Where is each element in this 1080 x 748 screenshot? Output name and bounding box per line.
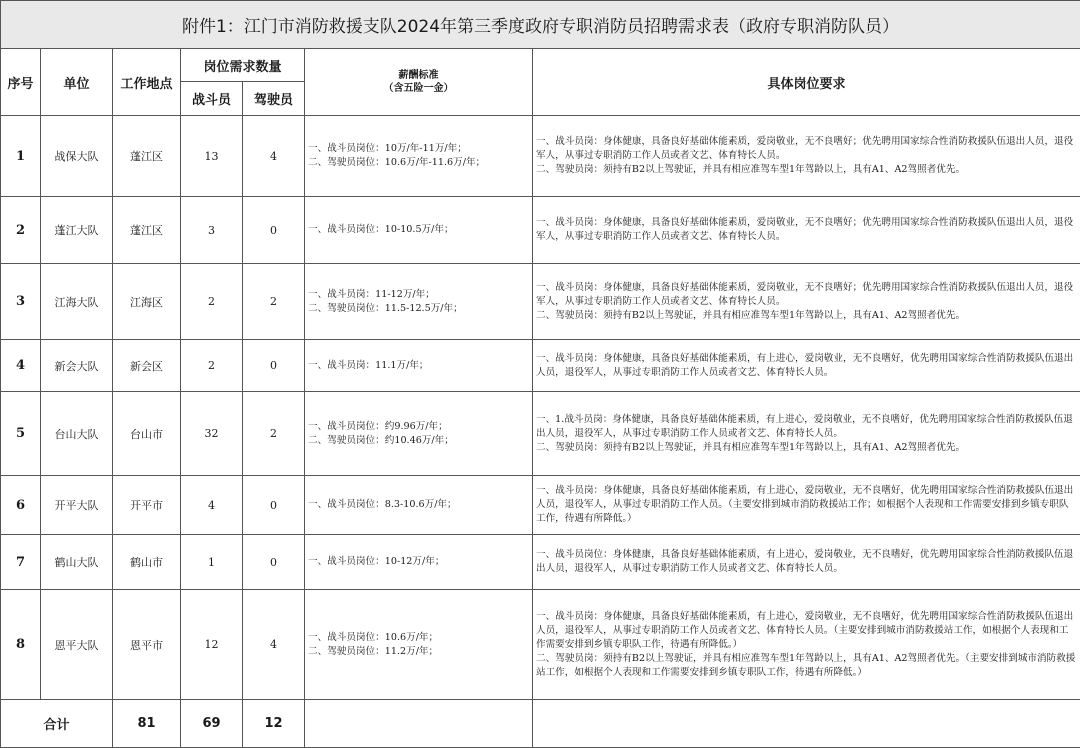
requirement-line: 二、驾驶员岗：须持有B2以上驾驶证，并具有相应准驾车型1年驾龄以上，具有A1、A2驾照者优先。 bbox=[536, 163, 1077, 177]
row-fighter-count: 4 bbox=[181, 476, 243, 535]
row-fighter-count: 1 bbox=[181, 535, 243, 590]
salary-line: 二、驾驶员岗位：约10.46万/年； bbox=[308, 434, 529, 448]
row-fighter-count: 13 bbox=[181, 116, 243, 197]
salary-line: 一、战斗员岗位：10万/年-11万/年； bbox=[308, 142, 529, 156]
requirement-line: 一、战斗员岗：身体健康，具备良好基础体能素质，有上进心，爱岗敬业，无不良嗜好，优先聘用国家综合性消防救援队伍退出人员，退役军人，从事过专职消防工作人员。（主要安排到城市消防救援站工作；如根据个人表现和工作需要安排到乡镇专职队工作，待遇有所降低。） bbox=[536, 484, 1077, 526]
row-fighter-count: 3 bbox=[181, 197, 243, 264]
requirement-line: 一、战斗员岗：身体健康，具备良好基础体能素质，有上进心，爱岗敬业，无不良嗜好，优先聘用国家综合性消防救援队伍退出人员，退役军人，从事过专职消防工作人员或者文艺、体育特长人员。 bbox=[536, 352, 1077, 380]
row-driver-count: 4 bbox=[243, 590, 305, 700]
salary-line: 一、战斗员岗位：10-10.5万/年； bbox=[308, 223, 529, 237]
row-location: 蓬江区 bbox=[113, 116, 181, 197]
salary-line: 一、战斗员岗位：8.3-10.6万/年； bbox=[308, 498, 529, 512]
row-driver-count: 0 bbox=[243, 340, 305, 392]
row-seq: 7 bbox=[1, 535, 41, 590]
row-salary bbox=[305, 264, 533, 340]
row-salary bbox=[305, 340, 533, 392]
requirement-line: 二、驾驶员岗：须持有B2以上驾驶证，并具有相应准驾车型1年驾龄以上，具有A1、A2驾照者优先。 bbox=[536, 441, 1077, 455]
row-fighter-count: 32 bbox=[181, 392, 243, 476]
salary-line: 一、战斗员岗位：10.6万/年； bbox=[308, 631, 529, 645]
header-demand: 岗位需求数量 bbox=[181, 49, 305, 82]
row-seq: 6 bbox=[1, 476, 41, 535]
row-seq: 8 bbox=[1, 590, 41, 700]
row-seq: 2 bbox=[1, 197, 41, 264]
row-unit: 战保大队 bbox=[41, 116, 113, 197]
row-driver-count: 2 bbox=[243, 264, 305, 340]
totals-row bbox=[1, 700, 1080, 748]
header-salary bbox=[305, 49, 533, 116]
salary-line: 一、战斗员岗位：约9.96万/年； bbox=[308, 420, 529, 434]
row-unit: 新会大队 bbox=[41, 340, 113, 392]
salary-line: 二、驾驶员岗位：10.6万/年-11.6万/年； bbox=[308, 156, 529, 170]
header-salary-sub: （含五险一金） bbox=[305, 82, 532, 95]
salary-line: 一、战斗员岗：11-12万/年； bbox=[308, 288, 529, 302]
header-requirements: 具体岗位要求 bbox=[533, 49, 1080, 116]
totals-label: 合计 bbox=[1, 700, 113, 748]
row-driver-count: 4 bbox=[243, 116, 305, 197]
row-requirements bbox=[533, 197, 1080, 264]
table-row bbox=[1, 590, 1080, 700]
requirement-line: 一、战斗员岗：身体健康，具备良好基础体能素质，爱岗敬业，无不良嗜好；优先聘用国家综合性消防救援队伍退出人员，退役军人，从事过专职消防工作人员或者文艺、体育特长人员。 bbox=[536, 216, 1077, 244]
table-row bbox=[1, 116, 1080, 197]
page-title: 附件1：江门市消防救援支队2024年第三季度政府专职消防员招聘需求表（政府专职消防队员） bbox=[1, 1, 1080, 49]
row-location: 鹤山市 bbox=[113, 535, 181, 590]
row-fighter-count: 12 bbox=[181, 590, 243, 700]
row-location: 台山市 bbox=[113, 392, 181, 476]
salary-line: 一、战斗员岗：11.1万/年； bbox=[308, 359, 529, 373]
requirement-line: 一、战斗员岗：身体健康，具备良好基础体能素质，爱岗敬业，无不良嗜好；优先聘用国家综合性消防救援队伍退出人员，退役军人，从事过专职消防工作人员或者文艺、体育特长人员。 bbox=[536, 135, 1077, 163]
row-fighter-count: 2 bbox=[181, 264, 243, 340]
table-row bbox=[1, 340, 1080, 392]
row-fighter-count: 2 bbox=[181, 340, 243, 392]
row-unit: 江海大队 bbox=[41, 264, 113, 340]
requirement-line: 一、战斗员岗：身体健康，具备良好基础体能素质，爱岗敬业，无不良嗜好；优先聘用国家综合性消防救援队伍退出人员，退役军人，从事过专职消防工作人员或者文艺、体育特长人员。 bbox=[536, 281, 1077, 309]
row-location: 江海区 bbox=[113, 264, 181, 340]
row-seq: 4 bbox=[1, 340, 41, 392]
table-row bbox=[1, 197, 1080, 264]
header-unit: 单位 bbox=[41, 49, 113, 116]
requirement-line: 二、驾驶员岗：须持有B2以上驾驶证，并具有相应准驾车型1年驾龄以上，具有A1、A2驾照者优先。（主要安排到城市消防救援站工作，如根据个人表现和工作需要安排到乡镇专职队工作，待遇有所降低。） bbox=[536, 652, 1077, 680]
row-seq: 5 bbox=[1, 392, 41, 476]
row-driver-count: 2 bbox=[243, 392, 305, 476]
totals-fighter: 69 bbox=[181, 700, 243, 748]
row-requirements bbox=[533, 476, 1080, 535]
table-row bbox=[1, 535, 1080, 590]
row-location: 新会区 bbox=[113, 340, 181, 392]
row-salary bbox=[305, 392, 533, 476]
requirement-line: 一、战斗员岗：身体健康，具备良好基础体能素质，有上进心，爱岗敬业，无不良嗜好，优先聘用国家综合性消防救援队伍退出人员，退役军人，从事过专职消防工作人员或者文艺、体育特长人员。（主要安排到城市消防救援站工作，如根据个人表现和工作需要安排到乡镇专职队工作，待遇有所降低。） bbox=[536, 610, 1077, 652]
row-unit: 蓬江大队 bbox=[41, 197, 113, 264]
row-salary bbox=[305, 476, 533, 535]
row-unit: 鹤山大队 bbox=[41, 535, 113, 590]
row-requirements bbox=[533, 392, 1080, 476]
table-row bbox=[1, 392, 1080, 476]
salary-line: 一、战斗员岗位：10-12万/年； bbox=[308, 555, 529, 569]
row-unit: 开平大队 bbox=[41, 476, 113, 535]
table-row bbox=[1, 476, 1080, 535]
header-fighter: 战斗员 bbox=[181, 82, 243, 116]
row-seq: 1 bbox=[1, 116, 41, 197]
row-salary bbox=[305, 197, 533, 264]
requirement-line: 一、战斗员岗位：身体健康，具备良好基础体能素质，有上进心，爱岗敬业，无不良嗜好，优先聘用国家综合性消防救援队伍退出人员，退役军人，从事过专职消防工作人员或者文艺、体育特长人员。 bbox=[536, 548, 1077, 576]
row-location: 蓬江区 bbox=[113, 197, 181, 264]
row-unit: 台山大队 bbox=[41, 392, 113, 476]
row-driver-count: 0 bbox=[243, 535, 305, 590]
row-salary bbox=[305, 535, 533, 590]
row-driver-count: 0 bbox=[243, 197, 305, 264]
row-requirements bbox=[533, 116, 1080, 197]
row-salary bbox=[305, 590, 533, 700]
header-salary-title: 薪酬标准 bbox=[305, 69, 532, 82]
row-seq: 3 bbox=[1, 264, 41, 340]
row-requirements bbox=[533, 535, 1080, 590]
row-location: 开平市 bbox=[113, 476, 181, 535]
totals-empty-salary bbox=[305, 700, 533, 748]
header-driver: 驾驶员 bbox=[243, 82, 305, 116]
salary-line: 二、驾驶员岗位：11.2万/年； bbox=[308, 645, 529, 659]
requirement-line: 二、驾驶员岗：须持有B2以上驾驶证，并具有相应准驾车型1年驾龄以上，具有A1、A2驾照者优先。 bbox=[536, 309, 1077, 323]
totals-driver: 12 bbox=[243, 700, 305, 748]
row-salary bbox=[305, 116, 533, 197]
table-row bbox=[1, 264, 1080, 340]
row-requirements bbox=[533, 264, 1080, 340]
row-requirements bbox=[533, 590, 1080, 700]
header-location: 工作地点 bbox=[113, 49, 181, 116]
row-requirements bbox=[533, 340, 1080, 392]
requirement-line: 一、1.战斗员岗：身体健康，具备良好基础体能素质，有上进心，爱岗敬业，无不良嗜好，优先聘用国家综合性消防救援队伍退出人员，退役军人，从事过专职消防工作人员或者文艺、体育特长人员。 bbox=[536, 413, 1077, 441]
row-location: 恩平市 bbox=[113, 590, 181, 700]
row-driver-count: 0 bbox=[243, 476, 305, 535]
totals-total: 81 bbox=[113, 700, 181, 748]
header-seq: 序号 bbox=[1, 49, 41, 116]
totals-empty-requirements bbox=[533, 700, 1080, 748]
salary-line: 二、驾驶员岗位：11.5-12.5万/年； bbox=[308, 302, 529, 316]
row-unit: 恩平大队 bbox=[41, 590, 113, 700]
